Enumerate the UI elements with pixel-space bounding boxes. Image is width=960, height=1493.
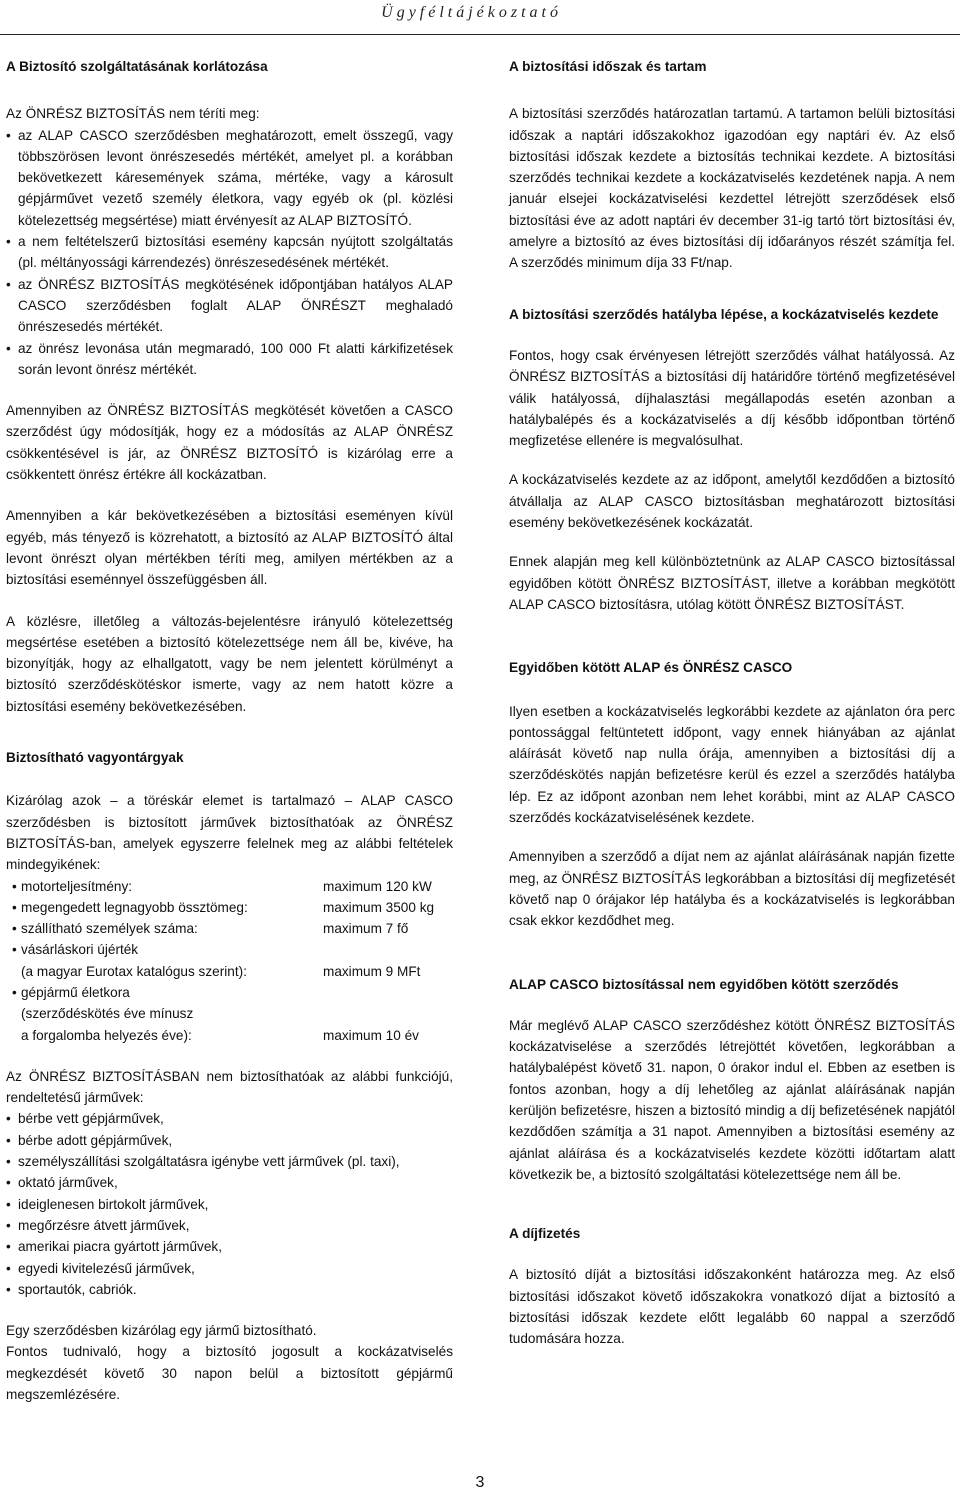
list-item: • az ÖNRÉSZ BIZTOSÍTÁS megkötésének időpontjában hatályos ALAP CASCO szerződésben foglalt ALAP ÖNRÉSZT meghaladó önrészesedés mértékét. bbox=[6, 274, 453, 338]
list-item: • egyedi kivitelezésű járművek, bbox=[6, 1258, 453, 1279]
limitations-list bbox=[6, 125, 453, 381]
list-item: • gépjármű életkora bbox=[6, 982, 453, 1003]
list-item: • bérbe vett gépjárművek, bbox=[6, 1108, 453, 1129]
section-heading-premium: A díjfizetés bbox=[509, 1226, 581, 1242]
list-item: • megengedett legnagyobb össztömeg: maximum 3500 kg bbox=[6, 897, 453, 918]
paragraph: Fontos tudnivaló, hogy a biztosító jogosult a kockázatviselés megkezdését követő 30 napon belül a biztosított gépjármű megszemlézésére. bbox=[6, 1344, 453, 1403]
header-title: Ügyféltájékoztató bbox=[381, 4, 562, 21]
section-heading-simultaneous: Egyidőben kötött ALAP és ÖNRÉSZ CASCO bbox=[509, 660, 793, 676]
paragraph: A biztosító díját a biztosítási időszakonként határozza meg. Az első biztosítási időszakot követő időszakokra vonatkozó díjat a biztosító a biztosítási időszak kezdete előtt legalább 60 nappal a szerződő tudomására hozza. bbox=[509, 1267, 955, 1347]
paragraph: Fontos, hogy csak érvényesen létrejött szerződés válhat hatályossá. Az ÖNRÉSZ BIZTOSÍTÁS a biztosítási díj határidőre történő megfizetésével válik hatályossá, díjhalasztási megállapodás esetén azonban a hatálybalépés és a kockázatviselés a díj később időpontban történő megfizetése ellenére is megvalósulhat. bbox=[509, 347, 955, 449]
list-item: (a magyar Eurotax katalógus szerint): maximum 9 MFt bbox=[21, 963, 421, 979]
paragraph: A biztosítási szerződés határozatlan tartamú. A tartamon belüli biztosítási időszak a naptári időszakokhoz igazodóan egy naptári év. Az első biztosítási időszak kezdete a biztosítás technikai kezdete. A biztosítási szerződés technikai kezdete a kockázatviselés kezdetének napja. A nem január elsejei kockázatviselési kezdettel létrejött szerződések első biztosítási éve az adott naptári év december 31-ig tartó tört biztosítási év, amelyre a biztosító az éves biztosítási díj időarányos részét számítja fel. A szerződés minimum díja 33 Ft/nap. bbox=[509, 106, 955, 271]
list-item: • az ALAP CASCO szerződésben meghatározott, emelt összegű, vagy többszörösen levont önrészesedés mértékét, amelyet pl. a korábban bekövetkezett káresemények száma, mértéke, vagy a károsult gépjárművet vezető személy életkora, vagy egyéb ok (pl. közlési kötelezettség megsértése) miatt érvényesít az ALAP BIZTOSÍTÓ. bbox=[6, 125, 453, 231]
paragraph: Ennek alapján meg kell különböztetnünk az ALAP CASCO biztosítással egyidőben kötött ÖNRÉSZ BIZTOSÍTÁST, illetve a korábban megkötött ALAP CASCO biztosításra, utólag kötött ÖNRÉSZ BIZTOSÍTÁST. bbox=[509, 554, 955, 612]
paragraph: A közlésre, illetőleg a változás-bejelentésre irányuló kötelezettség megsértése esetében a biztosító kötelezettsége nem áll be, kivéve, ha bizonyítják, hogy az elhallgatott, vagy be nem jelentett körülményt a biztosító szerződéskötéskor ismerte, vagy az nem hatott közre a biztosítási esemény bekövetkezésében. bbox=[6, 613, 453, 714]
list-item: (szerződéskötés éve mínusz bbox=[21, 1006, 194, 1022]
list-item: • amerikai piacra gyártott járművek, bbox=[6, 1236, 453, 1257]
paragraph: Amennyiben az ÖNRÉSZ BIZTOSÍTÁS megkötését követően a CASCO szerződést úgy módosítják, hogy ez a módosítás az ALAP ÖNRÉSZ csökkentésével is jár, az ÖNRÉSZ BIZTOSÍTÓ is kizárólag erre a csökkentett önrész értékre áll kockázatban. bbox=[6, 403, 453, 483]
paragraph: Kizárólag azok – a töréskár elemet is tartalmazó – ALAP CASCO szerződésben is biztosított járművek biztosíthatóak az ÖNRÉSZ BIZTOSÍTÁS-ban, amelyek egyszerre felelnek meg az alábbi feltételek mindegyikének: bbox=[6, 793, 453, 873]
paragraph: Amennyiben a szerződő a díjat nem az ajánlat aláírásának napján fizette meg, az ÖNRÉSZ BIZTOSÍTÁS legkorábban a biztosítási díj megfizetését követő nap 0 órájakor lép hatályba és a kockázatviselés is legkorábban csak ekkor kezdődhet meg. bbox=[509, 849, 955, 929]
list-item: • megőrzésre átvett járművek, bbox=[6, 1215, 453, 1236]
paragraph: Egy szerződésben kizárólag egy jármű biztosítható. bbox=[6, 1323, 317, 1339]
paragraph: Már meglévő ALAP CASCO szerződéshez kötött ÖNRÉSZ BIZTOSÍTÁS kockázatviselése a szerződés létrejöttét követően, legkorábban a hatálybalépést követő 31. napon, 0 órakor indul el. Ebben az esetben is fontos azonban, hogy a díj lehetőleg az ajánlat aláírásának napján kerüljön befizetésre, hiszen a biztosító mindig a díj befizetésének napjától kezdődően számítja a 31 napot. Amennyiben a biztosítási esemény az ajánlat aláírása és a kockázatviselés kezdete közötti időtartam alatt következik be, a biztosító szolgáltatási kötelezettsége nem áll be. bbox=[509, 1017, 955, 1182]
paragraph: Az ÖNRÉSZ BIZTOSÍTÁSBAN nem biztosíthatóak az alábbi funkciójú, rendeltetésű járművek: bbox=[6, 1068, 453, 1106]
list-item: • vásárláskori újérték bbox=[6, 939, 453, 960]
section-heading-insurable-assets: Biztosítható vagyontárgyak bbox=[6, 750, 184, 766]
list-item: • bérbe adott gépjárművek, bbox=[6, 1130, 453, 1151]
page-number: 3 bbox=[475, 1474, 485, 1491]
section-heading-period: A biztosítási időszak és tartam bbox=[509, 59, 707, 74]
list-item: • a nem feltételszerű biztosítási esemény kapcsán nyújtott szolgáltatás (pl. méltányossági kárrendezés) önrészesedésének mértékét. bbox=[6, 231, 453, 274]
list-item: • oktató járművek, bbox=[6, 1172, 453, 1193]
left-column bbox=[6, 56, 453, 1405]
paragraph: Amennyiben a kár bekövetkezésében a biztosítási eseményen kívül egyéb, más tényező is közrehatott, a biztosító az ALAP BIZTOSÍTÓ által levont önrészt olyan mértékben téríti meg, amilyen mértékben az a biztosítási eseménnyel összefüggésben áll. bbox=[6, 508, 453, 588]
header-rule bbox=[0, 34, 960, 35]
list-item: • ideiglenesen birtokolt járművek, bbox=[6, 1194, 453, 1215]
right-column bbox=[509, 56, 955, 1350]
list-item: • sportautók, cabriók. bbox=[6, 1279, 453, 1300]
section-heading-effect: A biztosítási szerződés hatályba lépése, a kockázatviselés kezdete bbox=[509, 306, 939, 322]
list-item: a forgalomba helyezés éve): maximum 10 év bbox=[21, 1027, 419, 1043]
paragraph: Ilyen esetben a kockázatviselés legkorábbi kezdete az ajánlaton óra perc pontossággal feltüntetett időpont, vagy ennek hiányában az ajánlat aláírását követő nap nulla órája, amennyiben a biztosítási díj a szerződéskötés napján befizetésre kerül és ezzel a szerződés hatályba lép. Ez az időpont azonban nem lehet korábbi, mint az ALAP CASCO szerződés kockázatviselésének kezdete. bbox=[509, 703, 955, 826]
list-item: • szállítható személyek száma: maximum 7 fő bbox=[6, 918, 453, 939]
list-item: • az önrész levonása után megmaradó, 100 000 Ft alatti kárkifizetések során levont önrész mértékét. bbox=[6, 338, 453, 381]
paragraph: A kockázatviselés kezdete az az időpont, amelytől kezdődően a biztosító átvállalja az ALAP CASCO biztosításban meghatározott biztosítási esemény bekövetkezésének kockázatát. bbox=[509, 472, 955, 531]
vehicle-conditions-list bbox=[6, 876, 453, 1046]
section-heading-not-simultaneous: ALAP CASCO biztosítással nem egyidőben kötött szerződés bbox=[509, 976, 899, 992]
list-item: • személyszállítási szolgáltatásra igénybe vett járművek (pl. taxi), bbox=[6, 1151, 453, 1172]
limitations-intro: Az ÖNRÉSZ BIZTOSÍTÁS nem téríti meg: bbox=[6, 106, 260, 122]
list-item: • motorteljesítmény: maximum 120 kW bbox=[6, 876, 453, 897]
section-heading-limitations: A Biztosító szolgáltatásának korlátozása bbox=[6, 59, 268, 74]
excluded-vehicles-list bbox=[6, 1108, 453, 1300]
